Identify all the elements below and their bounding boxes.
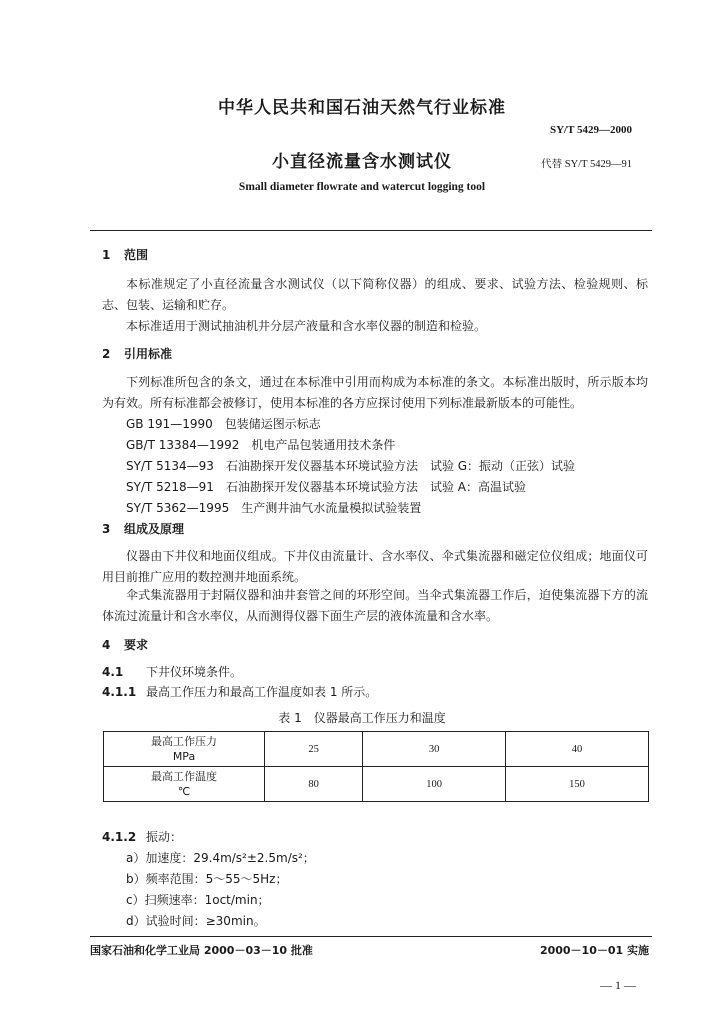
section-4-heading	[102, 636, 148, 653]
table-cell: 40	[506, 732, 649, 767]
organization-title: 中华人民共和国石油天然气行业标准	[218, 98, 506, 118]
section-number: 2	[102, 347, 111, 361]
section-2-paragraph-1: 下列标准所包含的条文，通过在本标准中引用而构成为本标准的条文。本标准出版时，所示版本均为有效。所有标准都会被修订，使用本标准的各方应探讨使用下列标准最新版本的可能性。	[102, 375, 648, 410]
reference-item: SY/T 5362—1995 生产测井油气水流量模拟试验装置	[126, 501, 422, 515]
vibration-item: d）试验时间：≥30min。	[126, 914, 266, 928]
clause-4-1-1	[102, 682, 377, 703]
standard-number: SY/T 5429—2000	[549, 124, 632, 136]
section-3-paragraph-1: 仪器由下井仪和地面仪组成。下井仪由流量计、含水率仪、伞式集流器和磁定位仪组成；地面仪可用目前推广应用的数控测井地面系统。	[102, 549, 648, 584]
section-2-heading	[102, 345, 172, 362]
table-row	[104, 732, 649, 767]
section-number: 4	[102, 638, 111, 652]
table-1-caption: 表 1 仪器最高工作压力和温度	[278, 711, 446, 725]
footer-divider	[90, 936, 652, 937]
section-3-heading	[102, 520, 184, 537]
row-label-unit: MPa	[172, 750, 196, 763]
page-number: — 1 —	[600, 978, 636, 992]
clause-number: 4.1.1	[102, 685, 137, 699]
section-1-paragraph-2: 本标准适用于测试抽油机井分层产液量和含水率仪器的制造和检验。	[126, 319, 487, 333]
row-label-line: 最高工作压力	[151, 735, 217, 748]
clause-4-1-2	[102, 827, 182, 848]
vibration-item: a）加速度：29.4m/s²±2.5m/s²；	[126, 851, 315, 865]
clause-4-1	[102, 662, 242, 683]
section-number: 1	[102, 248, 111, 262]
english-title: Small diameter flowrate and watercut logging tool	[238, 181, 486, 193]
vibration-item: b）频率范围：5～55～5Hz；	[126, 872, 288, 886]
replaces-standard: 代替 SY/T 5429—91	[541, 159, 632, 170]
section-number: 3	[102, 522, 111, 536]
row-label-line: 最高工作温度	[151, 770, 217, 783]
table-cell: 150	[506, 767, 649, 802]
section-title: 引用标准	[124, 347, 173, 361]
table-row-label	[104, 767, 265, 802]
reference-item: GB 191—1990 包装储运图示标志	[126, 417, 321, 431]
table-cell: 80	[265, 767, 363, 802]
reference-item: SY/T 5134—93 石油勘探开发仪器基本环境试验方法 试验 G：振动（正弦）试验	[126, 459, 576, 473]
table-cell: 30	[363, 732, 506, 767]
effective-date: 2000－10－01 实施	[539, 944, 649, 957]
header-divider	[90, 230, 652, 231]
row-label-unit: ℃	[177, 785, 191, 798]
reference-item: GB/T 13384—1992 机电产品包装通用技术条件	[126, 438, 396, 452]
clause-text: 最高工作压力和最高工作温度如表 1 所示。	[146, 685, 378, 699]
table-cell: 25	[265, 732, 363, 767]
table-1	[103, 731, 649, 802]
clause-number: 4.1.2	[102, 830, 137, 844]
section-3-paragraph-2: 伞式集流器用于封隔仪器和油井套管之间的环形空间。当伞式集流器工作后，迫使集流器下方的流体流过流量计和含水率仪，从而测得仪器下面生产层的液体流量和含水率。	[102, 588, 648, 623]
clause-text: 下井仪环境条件。	[146, 665, 243, 679]
document-title: 小直径流量含水测试仪	[272, 152, 452, 172]
table-cell: 100	[363, 767, 506, 802]
section-1-heading	[102, 246, 148, 263]
section-title: 范围	[124, 248, 149, 262]
section-1-paragraph-1: 本标准规定了小直径流量含水测试仪（以下简称仪器）的组成、要求、试验方法、检验规则、标志、包装、运输和贮存。	[102, 277, 648, 312]
section-title: 组成及原理	[124, 522, 185, 536]
reference-item: SY/T 5218—91 石油勘探开发仪器基本环境试验方法 试验 A：高温试验	[126, 480, 526, 494]
clause-number: 4.1	[102, 665, 124, 679]
table-row-label	[104, 732, 265, 767]
table-row	[104, 767, 649, 802]
approval-date: 国家石油和化学工业局 2000－03－10 批准	[90, 944, 313, 957]
section-title: 要求	[124, 638, 149, 652]
clause-text: 振动：	[146, 830, 183, 844]
vibration-item: c）扫频速率：1oct/min；	[126, 893, 270, 907]
